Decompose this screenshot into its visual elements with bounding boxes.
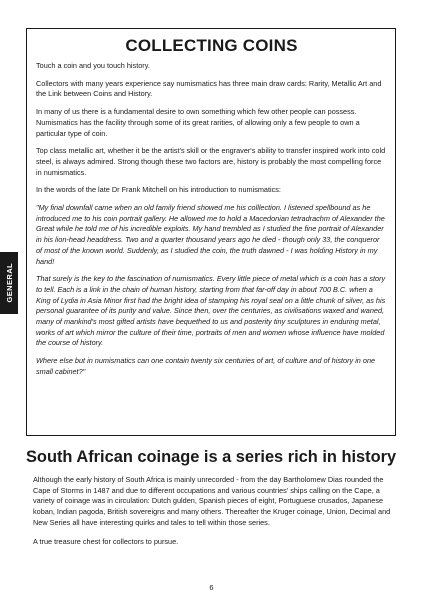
box-title: COLLECTING COINS [125,36,298,55]
section-tab-label: GENERAL [4,263,14,303]
box-paragraph: In many of us there is a fundamental desire to own something which few other people can possess. Numismatics has the facility through some of its great rarities, of allowing only a few people to own a particular type of coin. [36,107,360,138]
quote-paragraph: That surely is the key to the fascination of numismatics. Every little piece of metal which is a coin has a story to tell. Each is a link in the chain of human history, starting from that far-off day in about 700 B.C. when a King of Lydia in Asia Minor first had the bright idea of stamping his royal seal on a little chunk of silver, as his personal guarantee of its purity and value. Since then, over the centuries, as civilisations waxed and waned, many of mankind's most gifted artists have bequethed to us and posterity tiny sculptures in enduring metal, works of art which mirror the culture of their time, portraits of men and women whose influence have molded the course of history. [36,274,386,348]
box-paragraph: Collectors with many years experience say numismatics has three main draw cards: Rarity, Metallic Art and the Link between Coins and History. [36,78,382,99]
box-paragraph: Touch a coin and you touch history. [36,61,150,70]
box-paragraph: In the words of the late Dr Frank Mitchell on his introduction to numismatics: [36,185,281,195]
section-paragraph: Although the early history of South Africa is mainly unrecorded - from the day Bartholomew Dias rounded the Cape of Storms in 1487 and due to different occupations and various countries' ships calling on the Cape, a variety of coinage was in circulation: Dutch gulden, Spanish pieces of eight, Portuguese crusados, Japanese koban, Indian pagoda, British sovereigns and many others. Thereafter the Kruger coinage, Union, Decimal and New Series all have interesting quirks and tales to tell within those series. [33,475,391,527]
quote-paragraph: "My final downfall came when an old family friend showed me his colllection. I listened spellbound as he introduced me to his coin portrait gallery. He allowed me to hold a Macedonian tetradrachm of Alexander the Great while he told me of his incredible exploits. My hand trembled as I studied the fine portrait of Alexander in his lion-head headdress. Two and a quarter thousand years ago he died - though only 33, the conqueror of most of the known world. Suddenly, as I studied the coin, the truth dawned - I was holding History in my hand! [36,203,385,266]
section-body [33,475,393,555]
box-paragraph: Top class metallic art, whether it be the artist's skill or the engraver's ability to transfer inspired work into cold steel, is always admired. Strong though these two factors are, history is probably the most compelling force in numismatics. [36,146,386,177]
quote-paragraph: Where else but in numismatics can one contain twenty six centuries of art, of culture and of history in one small cabinet?" [36,356,376,376]
section-paragraph: A true treasure chest for collectors to pursue. [33,536,179,546]
collecting-coins-box [26,28,396,436]
section-tab [0,252,18,314]
section-heading: South African coinage is a series rich in history [26,448,397,466]
page-number: 6 [209,583,214,592]
